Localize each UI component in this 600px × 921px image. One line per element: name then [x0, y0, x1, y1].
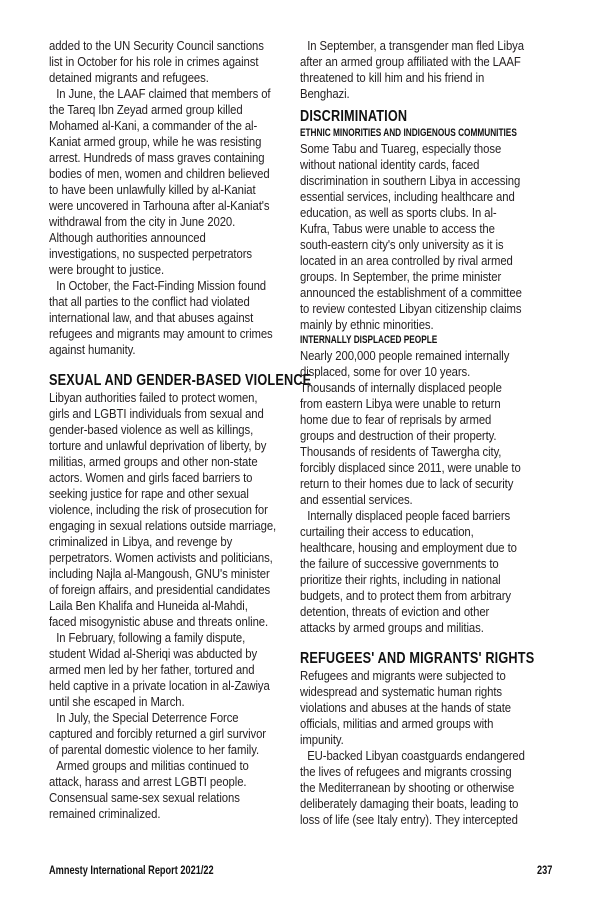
section-sexual-gender-based-violence	[49, 372, 312, 822]
text-line: Although authorities announced	[49, 231, 206, 245]
text-line: groups. In September, the prime minister	[300, 270, 502, 284]
text-line: loss of life (see Italy entry). They intercepted	[300, 813, 518, 827]
text-line: actors. Women and girls faced barriers to	[49, 471, 253, 485]
text-line: south-eastern city's only university as it is	[300, 238, 504, 252]
text-line: Benghazi.	[300, 87, 350, 101]
text-line: girls and LGBTI individuals from sexual and	[49, 407, 264, 421]
text-line: until she escaped in March.	[49, 695, 185, 709]
text-line: perpetrators. Women activists and politicians,	[49, 551, 273, 565]
text-line: detained migrants and refugees.	[49, 71, 209, 85]
text-line: curtailing their access to education,	[300, 525, 474, 539]
text-line: to have been unlawfully killed by al-Kaniat	[49, 183, 256, 197]
paragraph	[49, 278, 289, 358]
text-line: Consensual same-sex sexual relations	[49, 791, 240, 805]
section-refugees-migrants-rights	[300, 650, 560, 828]
text-line: captured and forcibly returned a girl survivor	[49, 727, 266, 741]
page-number: 237	[537, 865, 553, 877]
left-column	[49, 38, 312, 822]
text-line: remained criminalized.	[49, 807, 161, 821]
text-line: Thousands of internally displaced people	[300, 381, 502, 395]
text-line: were brought to justice.	[49, 263, 165, 277]
text-line: mainly by ethnic minorities.	[300, 318, 434, 332]
text-line: budgets, and to protect them from arbitrary	[300, 589, 511, 603]
text-line: EU-backed Libyan coastguards endangered	[307, 749, 525, 763]
text-line: Laila Ben Khalifa and Huneida al-Mahdi,	[49, 599, 248, 613]
text-line: of parental domestic violence to her family.	[49, 743, 260, 757]
text-line: including Najla al-Mangoush, GNU's minister	[49, 567, 270, 581]
section-heading: DISCRIMINATION	[300, 108, 408, 125]
text-line: discrimination in southern Libya in accessing	[300, 174, 521, 188]
text-line: and essential services.	[300, 493, 413, 507]
text-line: were uncovered in Tarhouna after al-Kaniat's	[49, 199, 270, 213]
text-line: In October, the Fact-Finding Mission found	[56, 279, 266, 293]
right-column	[300, 38, 560, 828]
text-line: gender-based violence as well as killings,	[49, 423, 254, 437]
text-line: Refugees and migrants were subjected to	[300, 669, 506, 683]
text-line: arrest. Hundreds of mass graves containing	[49, 151, 265, 165]
text-line: displaced, some for over 10 years.	[300, 365, 471, 379]
text-line: the Mediterranean by shooting or otherwise	[300, 781, 515, 795]
text-line: groups and destruction of their property.	[300, 429, 497, 443]
text-line: Internally displaced people faced barriers	[307, 509, 511, 523]
text-line: the failure of successive governments to	[300, 557, 499, 571]
text-line: armed men led by her father, tortured and	[49, 663, 255, 677]
text-line: attack, harass and arrest LGBTI people.	[49, 775, 247, 789]
text-line: militias, armed groups and other non-state	[49, 455, 258, 469]
section-heading: SEXUAL AND GENDER-BASED VIOLENCE	[49, 372, 312, 389]
paragraph	[49, 710, 289, 758]
text-line: Nearly 200,000 people remained internally	[300, 349, 510, 363]
text-line: that all parties to the conflict had violated	[49, 295, 250, 309]
text-line: officials, militias and armed groups with	[300, 717, 494, 731]
text-line: healthcare, housing and employment due to	[300, 541, 517, 555]
text-line: withdrawal from the city in June 2020.	[49, 215, 236, 229]
paragraph	[300, 508, 560, 636]
text-line: deliberately damaging their boats, leading to	[300, 797, 519, 811]
text-line: after an armed group affiliated with the LAAF	[300, 55, 521, 69]
text-line: student Widad al-Sheriqi was abducted by	[49, 647, 258, 661]
text-line: international law, and that abuses against	[49, 311, 254, 325]
paragraph	[49, 390, 289, 630]
subsection-heading: INTERNALLY DISPLACED PEOPLE	[300, 334, 438, 346]
subsection-heading: ETHNIC MINORITIES AND INDIGENOUS COMMUNITIES	[300, 127, 517, 139]
section-heading: REFUGEES' AND MIGRANTS' RIGHTS	[300, 650, 535, 667]
text-line: faced misogynistic abuse and threats online.	[49, 615, 269, 629]
text-line: Thousands of residents of Tawergha city,	[300, 445, 502, 459]
text-line: the Tareq Ibn Zeyad armed group killed	[49, 103, 243, 117]
text-line: against humanity.	[49, 343, 136, 357]
text-line: home due to fear of reprisals by armed	[300, 413, 492, 427]
text-line: criminalized in Libya, and revenge by	[49, 535, 233, 549]
text-line: essential services, including healthcare and	[300, 190, 515, 204]
text-line: In September, a transgender man fled Libya	[307, 39, 524, 53]
text-line: investigations, no suspected perpetrators	[49, 247, 252, 261]
text-line: announced the establishment of a committee	[300, 286, 522, 300]
text-line: located in an area controlled by rival armed	[300, 254, 513, 268]
paragraph	[300, 668, 560, 748]
section-discrimination	[300, 108, 560, 636]
text-line: Kaniat armed group, while he was resisting	[49, 135, 262, 149]
text-line: Armed groups and militias continued to	[56, 759, 249, 773]
text-line: from eastern Libya were unable to return	[300, 397, 501, 411]
text-line: Some Tabu and Tuareg, especially those	[300, 142, 502, 156]
text-line: added to the UN Security Council sanctions	[49, 39, 264, 53]
footer-publication-title: Amnesty International Report 2021/22	[49, 865, 214, 877]
text-line: to review contested Libyan citizenship claims	[300, 302, 522, 316]
text-line: seeking justice for rape and other sexual	[49, 487, 249, 501]
text-line: threatened to kill him and his friend in	[300, 71, 485, 85]
text-line: refugees and migrants may amount to crimes	[49, 327, 273, 341]
text-line: In July, the Special Deterrence Force	[56, 711, 239, 725]
paragraph	[49, 38, 289, 86]
paragraph	[300, 748, 560, 828]
text-line: In June, the LAAF claimed that members of	[56, 87, 271, 101]
text-line: torture and unlawful deprivation of liberty, by	[49, 439, 267, 453]
text-line: bodies of men, women and children believed	[49, 167, 270, 181]
text-line: In February, following a family dispute,	[56, 631, 246, 645]
text-line: list in October for his role in crimes against	[49, 55, 259, 69]
text-line: prioritize their rights, including in national	[300, 573, 501, 587]
paragraph	[49, 86, 289, 278]
text-line: Kufra, Tabus were unable to access the	[300, 222, 495, 236]
text-line: attacks by armed groups and militias.	[300, 621, 484, 635]
text-line: held captive in a private location in al-Zawiya	[49, 679, 270, 693]
text-line: of foreign affairs, and presidential candidates	[49, 583, 271, 597]
text-line: violence, including the risk of prosecution for	[49, 503, 268, 517]
paragraph	[49, 758, 289, 822]
text-line: widespread and systematic human rights	[300, 685, 502, 699]
text-line: without national identity cards, faced	[300, 158, 480, 172]
text-line: Libyan authorities failed to protect women,	[49, 391, 258, 405]
text-line: education, as well as sports clubs. In al-	[300, 206, 497, 220]
paragraph	[49, 630, 289, 710]
text-line: detention, threats of eviction and other	[300, 605, 490, 619]
paragraph	[300, 38, 560, 102]
text-line: impunity.	[300, 733, 344, 747]
text-line: return to their homes due to lack of security	[300, 477, 514, 491]
paragraph	[300, 348, 560, 508]
text-line: the lives of refugees and migrants crossing	[300, 765, 512, 779]
paragraph	[300, 141, 560, 333]
text-line: forcibly displaced since 2011, were unable to	[300, 461, 521, 475]
text-line: engaging in sexual relations outside marriage,	[49, 519, 277, 533]
text-line: Mohamed al-Kani, a commander of the al-	[49, 119, 258, 133]
text-line: violations and abuses at the hands of state	[300, 701, 512, 715]
